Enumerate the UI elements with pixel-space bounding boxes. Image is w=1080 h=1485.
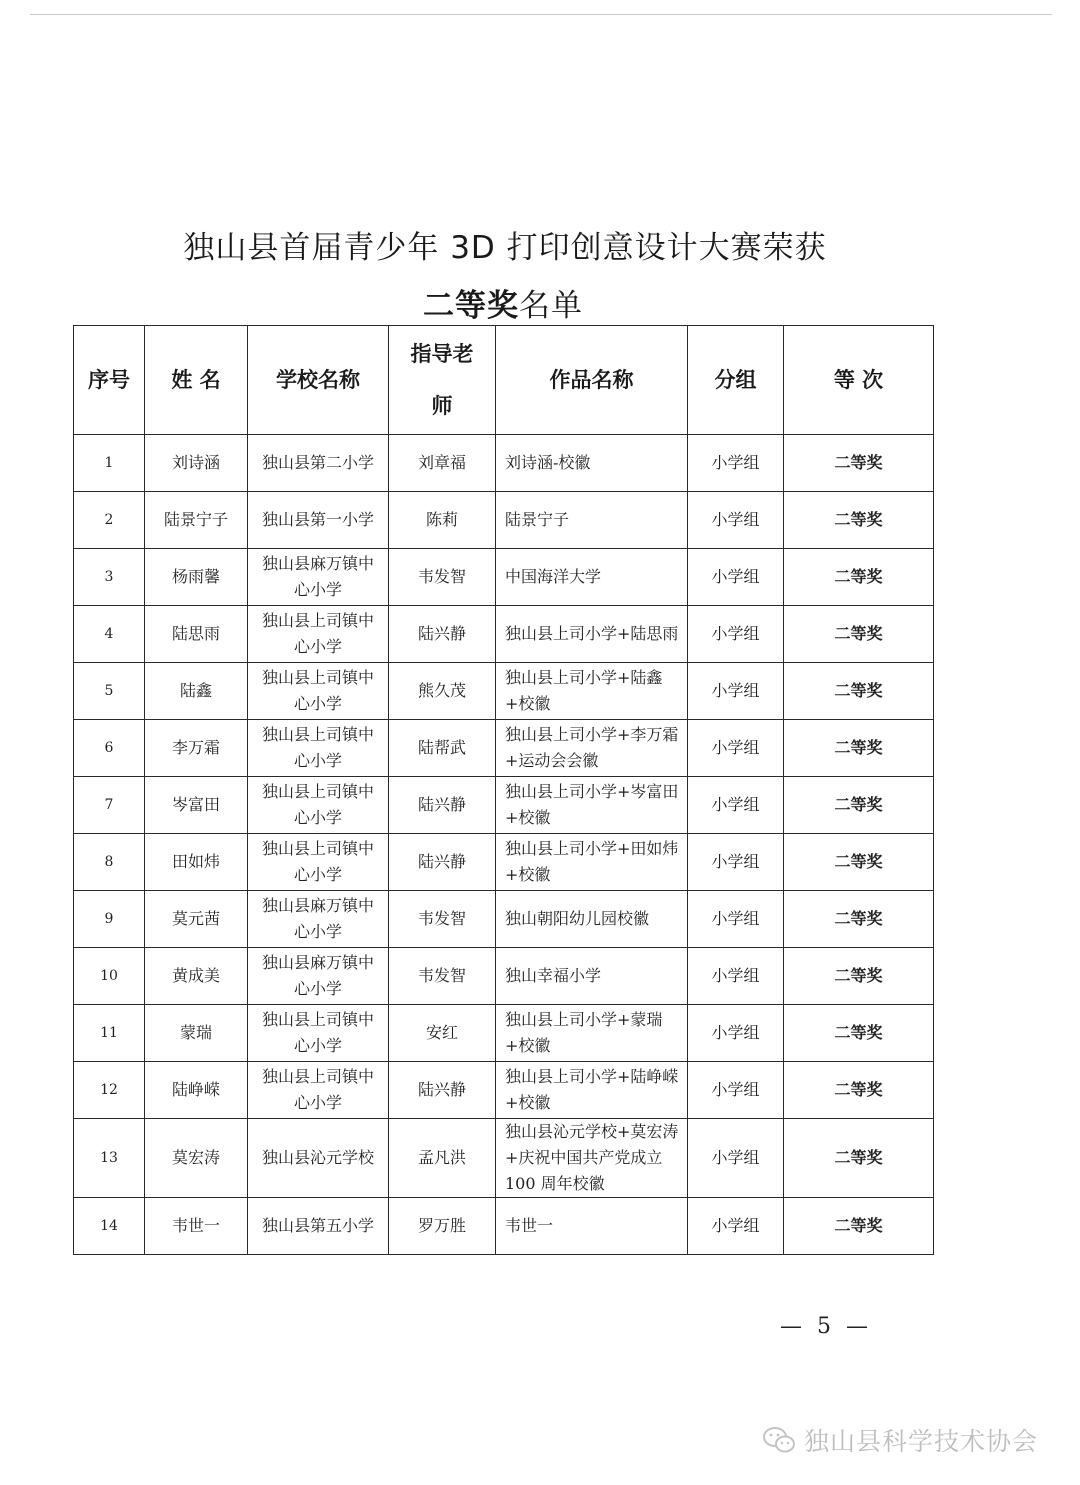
cell-school: 独山县上司镇中心小学 [248,1062,389,1119]
cell-index: 11 [74,1005,145,1062]
header-work: 作品名称 [496,326,688,435]
cell-index: 5 [74,663,145,720]
cell-group: 小学组 [688,1062,784,1119]
cell-index: 9 [74,891,145,948]
cell-rank: 二等奖 [784,720,934,777]
cell-index: 6 [74,720,145,777]
cell-work: 独山幸福小学 [496,948,688,1005]
cell-group: 小学组 [688,1198,784,1255]
cell-work: 独山县上司小学+岑富田+校徽 [496,777,688,834]
cell-teacher: 熊久茂 [389,663,496,720]
cell-name: 李万霜 [145,720,248,777]
cell-rank: 二等奖 [784,435,934,492]
cell-teacher: 韦发智 [389,891,496,948]
table-row [74,1119,934,1198]
table-row [74,948,934,1005]
cell-school: 独山县第二小学 [248,435,389,492]
cell-work: 独山县上司小学+陆峥嵘+校徽 [496,1062,688,1119]
cell-group: 小学组 [688,1005,784,1062]
table-row [74,606,934,663]
cell-rank: 二等奖 [784,663,934,720]
cell-group: 小学组 [688,606,784,663]
cell-school: 独山县麻万镇中心小学 [248,549,389,606]
cell-teacher: 陈莉 [389,492,496,549]
cell-rank: 二等奖 [784,948,934,1005]
cell-index: 4 [74,606,145,663]
cell-group: 小学组 [688,777,784,834]
cell-teacher: 陆兴静 [389,606,496,663]
cell-teacher: 陆兴静 [389,834,496,891]
cell-index: 8 [74,834,145,891]
cell-name: 黄成美 [145,948,248,1005]
cell-group: 小学组 [688,435,784,492]
subtitle-bold: 二等奖 [423,288,519,324]
cell-school: 独山县第一小学 [248,492,389,549]
cell-name: 杨雨馨 [145,549,248,606]
table-row [74,1062,934,1119]
cell-rank: 二等奖 [784,834,934,891]
header-school: 学校名称 [248,326,389,435]
watermark-text: 独山县科学技术协会 [804,1427,1039,1456]
header-group: 分组 [688,326,784,435]
header-teacher-text: 指导老师 [410,342,474,418]
cell-group: 小学组 [688,549,784,606]
cell-index: 10 [74,948,145,1005]
table-row [74,720,934,777]
cell-rank: 二等奖 [784,1062,934,1119]
cell-work: 独山县上司小学+蒙瑞+校徽 [496,1005,688,1062]
cell-teacher: 韦发智 [389,549,496,606]
cell-group: 小学组 [688,891,784,948]
cell-work: 独山县上司小学+李万霜+运动会会徽 [496,720,688,777]
cell-group: 小学组 [688,492,784,549]
header-rank: 等 次 [784,326,934,435]
table-row [74,492,934,549]
cell-name: 岑富田 [145,777,248,834]
document-title: 独山县首届青少年 3D 打印创意设计大赛荣获 [183,230,827,266]
cell-name: 田如炜 [145,834,248,891]
cell-name: 韦世一 [145,1198,248,1255]
cell-teacher: 韦发智 [389,948,496,1005]
cell-teacher: 陆兴静 [389,777,496,834]
top-rule [30,14,1052,15]
cell-school: 独山县上司镇中心小学 [248,720,389,777]
cell-index: 13 [74,1119,145,1198]
cell-teacher: 陆帮武 [389,720,496,777]
table-row [74,777,934,834]
cell-rank: 二等奖 [784,891,934,948]
cell-work: 独山县上司小学+陆思雨 [496,606,688,663]
cell-school: 独山县沁元学校 [248,1119,389,1198]
cell-work: 韦世一 [496,1198,688,1255]
cell-teacher: 刘章福 [389,435,496,492]
cell-school: 独山县上司镇中心小学 [248,777,389,834]
cell-name: 蒙瑞 [145,1005,248,1062]
cell-teacher: 孟凡洪 [389,1119,496,1198]
cell-index: 12 [74,1062,145,1119]
cell-group: 小学组 [688,663,784,720]
cell-name: 刘诗涵 [145,435,248,492]
cell-teacher: 安红 [389,1005,496,1062]
cell-rank: 二等奖 [784,1005,934,1062]
cell-work: 中国海洋大学 [496,549,688,606]
cell-index: 7 [74,777,145,834]
header-name: 姓 名 [145,326,248,435]
cell-rank: 二等奖 [784,777,934,834]
cell-index: 14 [74,1198,145,1255]
cell-index: 2 [74,492,145,549]
cell-work: 陆景宁子 [496,492,688,549]
cell-school: 独山县麻万镇中心小学 [248,891,389,948]
cell-school: 独山县麻万镇中心小学 [248,948,389,1005]
cell-rank: 二等奖 [784,549,934,606]
document-subtitle [0,280,1006,325]
table-row [74,834,934,891]
table-row [74,435,934,492]
cell-work: 独山县上司小学+陆鑫+校徽 [496,663,688,720]
cell-group: 小学组 [688,720,784,777]
cell-rank: 二等奖 [784,1119,934,1198]
cell-school: 独山县上司镇中心小学 [248,606,389,663]
cell-name: 陆鑫 [145,663,248,720]
cell-work: 独山县沁元学校+莫宏涛+庆祝中国共产党成立 100 周年校徽 [496,1119,688,1198]
table-body [74,435,934,1255]
cell-name: 陆景宁子 [145,492,248,549]
cell-teacher: 陆兴静 [389,1062,496,1119]
cell-school: 独山县第五小学 [248,1198,389,1255]
cell-school: 独山县上司镇中心小学 [248,1005,389,1062]
cell-index: 3 [74,549,145,606]
table-row [74,891,934,948]
cell-group: 小学组 [688,834,784,891]
cell-name: 莫宏涛 [145,1119,248,1198]
cell-name: 莫元茜 [145,891,248,948]
table-header-row [74,326,934,435]
page-number: — 5 — [780,1314,872,1339]
cell-group: 小学组 [688,948,784,1005]
wechat-icon [762,1425,796,1455]
cell-rank: 二等奖 [784,492,934,549]
cell-work: 独山朝阳幼儿园校徽 [496,891,688,948]
cell-index: 1 [74,435,145,492]
subtitle-rest: 名单 [519,288,583,324]
cell-work: 独山县上司小学+田如炜+校徽 [496,834,688,891]
cell-work: 刘诗涵-校徽 [496,435,688,492]
cell-rank: 二等奖 [784,606,934,663]
header-teacher [389,326,496,435]
table-row [74,1198,934,1255]
watermark [762,1422,1038,1458]
table-row [74,549,934,606]
table-row [74,1005,934,1062]
header-index: 序号 [74,326,145,435]
cell-school: 独山县上司镇中心小学 [248,663,389,720]
table-row [74,663,934,720]
cell-name: 陆峥嵘 [145,1062,248,1119]
award-table [73,325,934,1255]
cell-group: 小学组 [688,1119,784,1198]
cell-name: 陆思雨 [145,606,248,663]
cell-school: 独山县上司镇中心小学 [248,834,389,891]
cell-rank: 二等奖 [784,1198,934,1255]
cell-teacher: 罗万胜 [389,1198,496,1255]
